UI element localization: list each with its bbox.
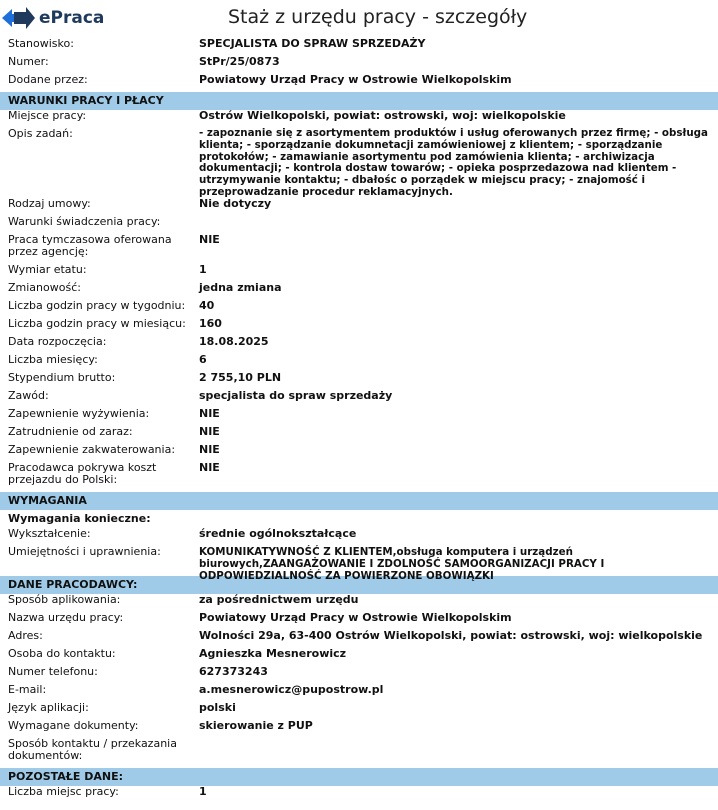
info-row [0,648,718,666]
info-row [0,336,718,354]
row-label: Stanowisko: [8,37,74,50]
row-value: 6 [199,353,207,366]
row-value: 627373243 [199,665,268,678]
row-label: Data rozpoczęcia: [8,335,107,348]
epraca-logo[interactable] [0,4,104,32]
info-row [0,720,718,738]
row-value: 1 [199,785,207,798]
subsection-wymagania-konieczne: Wymagania konieczne: [8,512,151,525]
row-value: Wolności 29a, 63-400 Ostrów Wielkopolski, powiat: ostrowski, woj: wielkopolskie [199,629,703,642]
info-row [0,372,718,390]
info-row-numer [0,56,718,74]
row-value: NIE [199,461,220,474]
info-row [0,612,718,630]
info-row [0,528,718,546]
row-label: Zawód: [8,389,49,402]
info-row-stanowisko [0,38,718,56]
info-row [0,354,718,372]
row-value: średnie ogólnokształcące [199,527,357,540]
row-value: KOMUNIKATYWNOŚĆ Z KLIENTEM,obsługa komputera i urządzeń biurowych,ZAANGAŻOWANIE I ZDOLNOŚĆ SAMOORGANIZACJI PRACY I ODPOWIEDZIALNOŚĆ ZA POWIERZONE OBOWIĄZKI [199,546,605,582]
row-value: NIE [199,425,220,438]
row-label: Zapewnienie wyżywienia: [8,407,150,420]
info-row [0,545,718,582]
info-row [0,702,718,720]
row-label: Numer: [8,55,49,68]
info-row [0,786,718,804]
row-label: Liczba miejsc pracy: [8,785,119,798]
row-label: E-mail: [8,683,47,696]
info-row [0,282,718,300]
info-row [0,594,718,612]
section-pozostale-dane: POZOSTAŁE DANE: [0,768,718,786]
info-row-dodane [0,74,718,92]
row-label: Praca tymczasowa oferowana przez agencję: [8,233,172,258]
row-label: Zmianowość: [8,281,81,294]
email-value: a.mesnerowicz@pupostrow.pl [199,683,384,696]
row-label: Opis zadań: [8,127,73,140]
row-value: za pośrednictwem urzędu [199,593,359,606]
page-title: Staż z urzędu pracy - szczegóły [228,6,528,28]
row-value [199,738,718,768]
row-value: jedna zmiana [199,281,282,294]
info-row [0,110,718,128]
row-value: Powiatowy Urząd Pracy w Ostrowie Wielkopolskim [199,73,512,86]
section-dane-pracodawcy: DANE PRACODAWCY: [0,576,718,594]
info-row [0,738,718,768]
row-value: 18.08.2025 [199,335,269,348]
row-value [199,216,718,234]
section-warunki: WARUNKI PRACY I PŁACY [0,92,718,110]
row-label: Sposób kontaktu / przekazania dokumentów: [8,737,177,762]
info-row-opis [0,128,718,198]
row-label: Adres: [8,629,43,642]
row-label: Język aplikacji: [8,701,89,714]
row-value: StPr/25/0873 [199,55,280,68]
info-row [0,390,718,408]
row-label: Dodane przez: [8,73,88,86]
row-label: Sposób aplikowania: [8,593,121,606]
row-label: Zatrudnienie od zaraz: [8,425,133,438]
row-label: Pracodawca pokrywa koszt przejazdu do Polski: [8,461,157,486]
row-label: Osoba do kontaktu: [8,647,116,660]
row-value: 1 [199,263,207,276]
row-value: polski [199,701,236,714]
row-value: Ostrów Wielkopolski, powiat: ostrowski, woj: wielkopolskie [199,109,566,122]
info-row [0,630,718,648]
info-row [0,216,718,234]
row-label: Wykształcenie: [8,527,91,540]
row-value: - zapoznanie się z asortymentem produktów i usług oferowanych przez firmę; - obsługa klienta; - sporządzanie dokumnetacji zamówieniowej z klientem; - sporządzanie protokołów; - zamawianie asortymentu pod zamówienia klienta; - archiwizacja dokumentacji; - kontrola dostaw towarów; - opieka posprzedazowa nad klientem - utrzymywanie kontaktu; - dbałośc o porządek w miejscu pracy; - znajomość i przeprowadzanie procedur reklamacyjnych. [199,127,708,198]
row-label: Wymiar etatu: [8,263,87,276]
row-value: Nie dotyczy [199,197,272,210]
info-row [0,300,718,318]
row-value: 40 [199,299,215,312]
row-value: SPECJALISTA DO SPRAW SPRZEDAŻY [199,37,426,50]
info-row [0,318,718,336]
row-value: NIE [199,407,220,420]
row-label: Numer telefonu: [8,665,98,678]
row-value: specjalista do spraw sprzedaży [199,389,393,402]
row-label: Warunki świadczenia pracy: [8,215,161,228]
row-label: Umiejętności i uprawnienia: [8,545,161,558]
row-label: Zapewnienie zakwaterowania: [8,443,176,456]
row-label: Miejsce pracy: [8,109,87,122]
row-label: Nazwa urzędu pracy: [8,611,124,624]
info-row [0,198,718,216]
info-row [0,684,718,702]
info-row [0,444,718,462]
info-row [0,234,718,264]
row-value: 160 [199,317,222,330]
row-value: Powiatowy Urząd Pracy w Ostrowie Wielkopolskim [199,611,512,624]
row-value: 2 755,10 PLN [199,371,282,384]
row-label: Liczba godzin pracy w tygodniu: [8,299,186,312]
info-row [0,462,718,492]
section-wymagania: WYMAGANIA [0,492,718,510]
row-label: Wymagane dokumenty: [8,719,139,732]
page-header [0,0,718,38]
info-row [0,408,718,426]
row-label: Stypendium brutto: [8,371,116,384]
row-value: skierowanie z PUP [199,719,313,732]
row-label: Liczba godzin pracy w miesiącu: [8,317,186,330]
row-value: NIE [199,443,220,456]
info-row [0,666,718,684]
logo-text: ePraca [39,8,105,28]
info-row [0,264,718,282]
epraca-logo-icon [0,6,36,30]
row-value: NIE [199,233,220,246]
row-label: Liczba miesięcy: [8,353,98,366]
row-label: Rodzaj umowy: [8,197,91,210]
row-value: Agnieszka Mesnerowicz [199,647,347,660]
info-row [0,426,718,444]
